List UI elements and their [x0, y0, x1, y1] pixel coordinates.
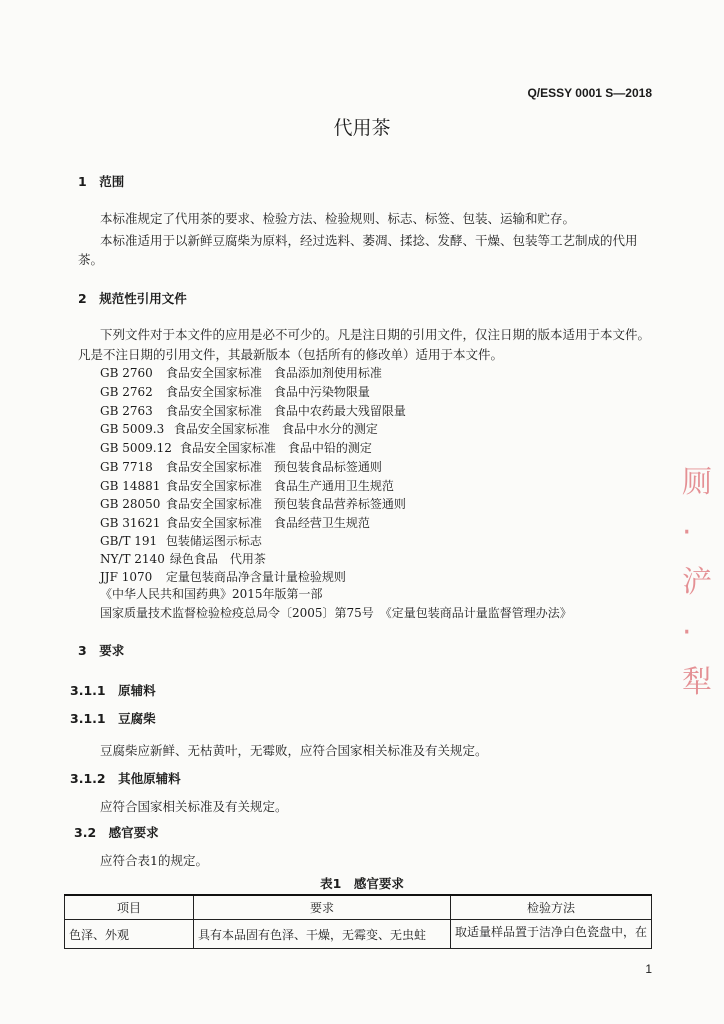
reference-item — [100, 402, 406, 419]
reference-title: 包装储运图示标志 — [165, 534, 262, 548]
reference-code: GB 2762 — [100, 385, 153, 399]
tofu-wood-requirement: 豆腐柴应新鲜、无枯黄叶，无霉败，应符合国家相关标准及有关规定。 — [100, 743, 488, 758]
section-3-1-1-sub-heading: 3.1.1 豆腐柴 — [70, 711, 156, 726]
reference-title: 食品安全国家标准 预包装食品标签通则 — [165, 460, 382, 474]
reference-item — [100, 383, 370, 400]
section-3-1-1-heading: 3.1.1 原辅料 — [70, 683, 156, 698]
reference-code: GB 2763 — [100, 404, 153, 418]
scope-paragraph-2-line-1: 本标准适用于以新鲜豆腐柴为原料，经过选料、萎凋、揉捻、发酵、干燥、包装等工艺制成的代用 — [100, 233, 638, 248]
reference-item — [100, 514, 370, 531]
standard-number: Q/ESSY 0001 S—2018 — [527, 86, 652, 100]
reference-title: 食品安全国家标准 食品生产通用卫生规范 — [165, 479, 394, 493]
references-intro-line-2: 凡是不注日期的引用文件，其最新版本（包括所有的修改单）适用于本文件。 — [78, 347, 504, 362]
reference-code: GB 14881 — [100, 479, 161, 493]
reference-item — [100, 439, 372, 456]
reference-code: GB 5009.12 — [100, 441, 172, 455]
reference-title: 食品安全国家标准 食品中农药最大残留限量 — [165, 404, 406, 418]
reference-code: GB 7718 — [100, 460, 153, 474]
reference-title: 食品安全国家标准 预包装食品营养标签通则 — [165, 497, 406, 511]
reference-pharmacopoeia: 《中华人民共和国药典》2015年版第一部 — [100, 587, 323, 601]
other-materials-requirement: 应符合国家相关标准及有关规定。 — [100, 799, 288, 814]
reference-item — [100, 550, 266, 567]
table-header-requirement: 要求 — [194, 895, 451, 920]
reference-code: NY/T 2140 — [100, 552, 165, 566]
reference-code: GB/T 191 — [100, 534, 158, 548]
reference-item — [100, 568, 346, 585]
page-number: 1 — [645, 962, 652, 976]
document-title: 代用茶 — [333, 117, 391, 139]
scope-paragraph-1: 本标准规定了代用茶的要求、检验方法、检验规则、标志、标签、包装、运输和贮存。 — [100, 211, 576, 226]
table-header-row — [65, 895, 652, 920]
reference-item — [100, 495, 406, 512]
reference-item — [100, 532, 262, 549]
sensory-requirement-text: 应符合表1的规定。 — [100, 853, 208, 868]
references-intro-line-1: 下列文件对于本文件的应用是必不可少的。凡是注日期的引用文件，仅注日期的版本适用于本文件。 — [100, 327, 651, 342]
table-cell-requirement: 具有本品固有色泽、干燥，无霉变、无虫蛀 — [194, 920, 451, 949]
table-cell-method — [451, 920, 652, 949]
section-3-heading: 3 要求 — [78, 643, 125, 658]
sensory-requirements-table — [64, 894, 652, 949]
reference-code: GB 2760 — [100, 366, 153, 380]
reference-title: 食品安全国家标准 食品添加剂使用标准 — [165, 366, 382, 380]
table-cell-item: 色泽、外观 — [65, 920, 194, 949]
table-header-method: 检验方法 — [451, 895, 652, 920]
reference-code: GB 28050 — [100, 497, 161, 511]
reference-title: 食品安全国家标准 食品经营卫生规范 — [165, 516, 370, 530]
reference-code: GB 31621 — [100, 516, 161, 530]
section-3-2-heading: 3.2 感官要求 — [74, 825, 159, 840]
reference-title: 食品安全国家标准 食品中水分的测定 — [173, 422, 378, 436]
reference-title: 定量包装商品净含量计量检验规则 — [165, 570, 346, 584]
reference-title: 食品安全国家标准 食品中铅的测定 — [179, 441, 372, 455]
table-row — [65, 920, 652, 949]
reference-decree: 国家质量技术监督检验检疫总局令〔2005〕第75号 《定量包装商品计量监督管理办法》 — [100, 606, 572, 620]
table-cell-method-text: 取适量样品置于洁净白色瓷盘中，在 — [455, 925, 647, 939]
reference-code: JJF 1070 — [100, 570, 153, 584]
reference-title: 绿色食品 代用茶 — [169, 552, 266, 566]
section-3-1-2-heading: 3.1.2 其他原辅料 — [70, 771, 181, 786]
reference-code: GB 5009.3 — [100, 422, 165, 436]
section-2-heading: 2 规范性引用文件 — [78, 291, 187, 306]
table-1-caption: 表1 感官要求 — [320, 876, 404, 891]
reference-item — [100, 364, 382, 381]
reference-item — [100, 477, 394, 494]
reference-item — [100, 420, 378, 437]
reference-item — [100, 458, 382, 475]
section-1-heading: 1 范围 — [78, 174, 125, 189]
scope-paragraph-2-line-2: 茶。 — [78, 252, 104, 267]
margin-stamp: 厕 ·浐 ·犁 — [682, 465, 712, 700]
reference-title: 食品安全国家标准 食品中污染物限量 — [165, 385, 370, 399]
table-header-item: 项目 — [65, 895, 194, 920]
